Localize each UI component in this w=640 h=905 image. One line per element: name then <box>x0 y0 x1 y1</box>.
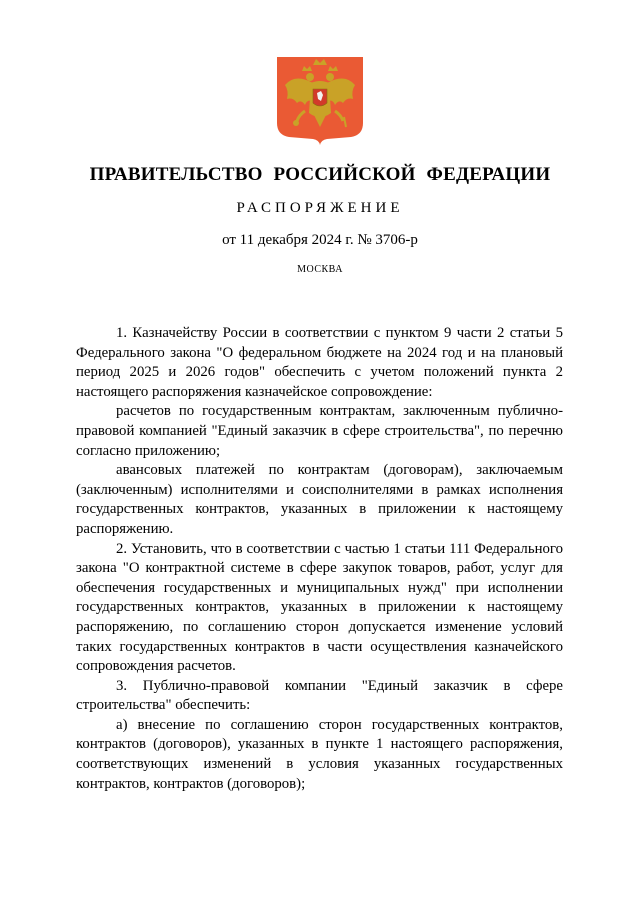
paragraph-3: 3. Публично-правовой компании "Единый заказчик в сфере строительства" обеспечить: <box>76 677 563 714</box>
government-title: ПРАВИТЕЛЬСТВО РОССИЙСКОЙ ФЕДЕРАЦИИ <box>89 164 551 185</box>
document-type: РАСПОРЯЖЕНИЕ <box>236 200 404 216</box>
paragraph-1-item-2: авансовых платежей по контрактам (договорам), заключаемым (заключенным) исполнителями и соисполнителями в рамках исполнения государственных контрактов, указанных в приложении к настоящему распоряжению. <box>76 462 563 537</box>
paragraph-1-item-1: расчетов по государственным контрактам, заключенным публично-правовой компанией "Единый заказчик в сфере строительства", по перечню согласно приложению; <box>76 403 563 459</box>
city-name: МОСКВА <box>297 264 343 275</box>
coat-of-arms-icon <box>275 55 365 145</box>
document-body <box>76 324 563 794</box>
paragraph-2: 2. Установить, что в соответствии с частью 1 статьи 111 Федерального закона "О контрактной системе в сфере закупок товаров, работ, услуг для обеспечения государственных и муниципальных нужд" при исполнении государственных контрактов, указанных в приложении к настоящему распоряжению, по соглашению сторон допускается изменение условий таких государственных контрактов в части осуществления казначейского сопровождения расчетов. <box>76 540 563 675</box>
paragraph-3-item-a: а) внесение по соглашению сторон государственных контрактов, контрактов (договоров), указанных в пункте 1 настоящего распоряжения, соответствующих изменений в условия указанных государственных контрактов, контрактов (договоров); <box>76 716 563 792</box>
document-date-number: от 11 декабря 2024 г. № 3706-р <box>222 232 418 248</box>
paragraph-1: 1. Казначейству России в соответствии с пунктом 9 части 2 статьи 5 Федерального закона "О федеральном бюджете на 2024 год и на плановый период 2025 и 2026 годов" обеспечить с учетом положений пункта 2 настоящего распоряжения казначейское сопровождение: <box>76 325 563 400</box>
